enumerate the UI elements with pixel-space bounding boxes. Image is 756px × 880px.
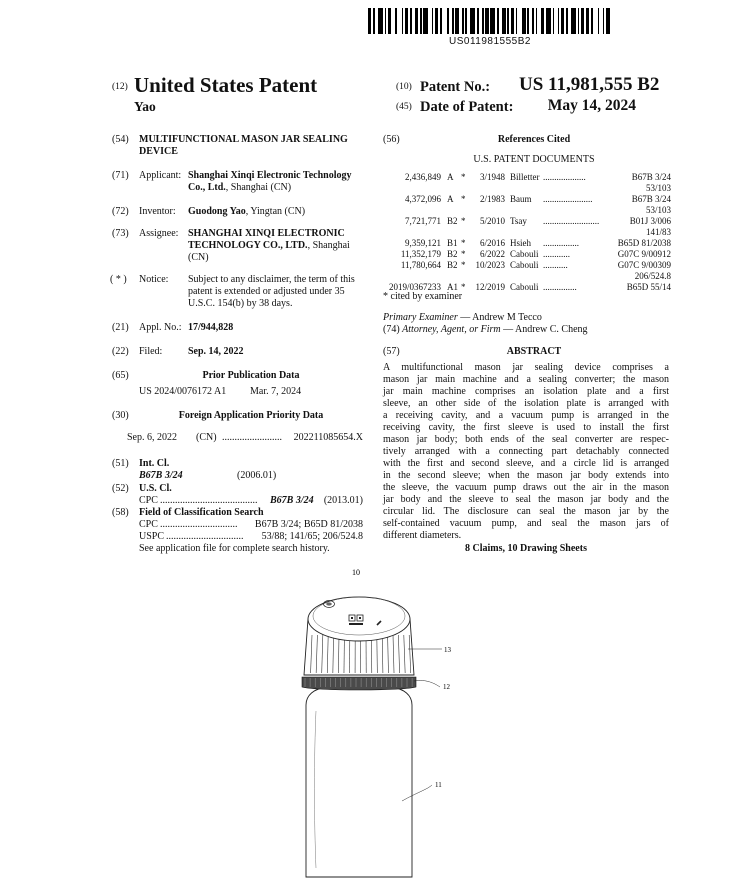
- reference-number: 2,436,849: [405, 172, 441, 182]
- notice-code: ( * ): [110, 274, 127, 285]
- us-cl-leader: .......................................: [160, 495, 258, 506]
- reference-number: 7,721,771: [405, 216, 441, 226]
- examiner-name: — Andrew M Tecco: [457, 312, 542, 323]
- reference-leader: ...................: [543, 172, 586, 182]
- inventor-name: Guodong Yao: [188, 206, 246, 217]
- representative-figure: [280, 563, 480, 878]
- code-52: (52): [112, 483, 129, 494]
- code-10: (10): [396, 82, 412, 92]
- abstract-title: ABSTRACT: [506, 346, 562, 357]
- notice-line1: Subject to any disclaimer, the term of this: [188, 274, 355, 285]
- code-72: (72): [112, 206, 129, 217]
- reference-date: 10/2023: [475, 260, 505, 270]
- reference-kind: B1: [447, 238, 458, 248]
- reference-class-continued: 141/83: [645, 227, 671, 237]
- examiner-label: Primary Examiner: [383, 312, 458, 323]
- applicant-line2: [188, 182, 291, 194]
- ref-label-11: 11: [435, 781, 442, 789]
- abstract-line: mason jar main machine and a sealing converter; the mason: [383, 374, 669, 385]
- code-30: (30): [112, 410, 129, 421]
- foreign-priority-country: (CN): [196, 432, 217, 443]
- reference-star: *: [461, 249, 466, 259]
- abstract-line: jar body and the sleeve to seal the mason jar body and the: [383, 494, 669, 505]
- leader-12: [414, 680, 440, 687]
- us-cl-class: B67B 3/24: [270, 495, 314, 506]
- barcode-gap: [610, 8, 612, 34]
- reference-class: B65D 55/14: [626, 282, 671, 292]
- reference-leader: .........................: [543, 216, 600, 226]
- applicant-name-line2: Co., Ltd.: [188, 182, 226, 193]
- code-73: (73): [112, 228, 129, 239]
- us-cl-cpc: CPC: [139, 495, 158, 506]
- inventor-surname: Yao: [134, 99, 156, 114]
- reference-leader: ...............: [543, 282, 577, 292]
- reference-number: 9,359,121: [405, 238, 441, 248]
- reference-number: 4,372,096: [405, 194, 441, 204]
- filed-label: Filed:: [139, 346, 163, 357]
- code-65: (65): [112, 370, 129, 381]
- cited-by-examiner: * cited by examiner: [383, 291, 463, 302]
- inventor-location: , Yingtan (CN): [245, 206, 306, 217]
- reference-name: Baum: [510, 194, 532, 204]
- abstract-line: A multifunctional mason jar sealing device comprises a: [383, 362, 669, 373]
- reference-number: 11,352,179: [400, 249, 441, 259]
- reference-kind: A: [447, 194, 454, 204]
- abstract-line: a receiving cavity, and a vacuum pump is arranged in the: [383, 410, 669, 421]
- field-search-uspc-value: 53/88; 141/65; 206/524.8: [261, 531, 363, 542]
- reference-number: 11,780,664: [400, 260, 441, 270]
- reference-leader: ............: [543, 249, 570, 259]
- reference-class: B01J 3/006: [629, 216, 671, 226]
- abstract-line: tively arranged with a connecting part detachably connected: [383, 446, 669, 457]
- abstract-line: jar main machine comprises an isolation plate and a first: [383, 386, 669, 397]
- applicant-name-line1: Shanghai Xinqi Electronic Technology: [188, 170, 352, 181]
- us-cl-year: (2013.01): [323, 495, 363, 506]
- abstract-line: the sleeve, the vacuum pump draws out the air in the mason: [383, 482, 669, 493]
- reference-star: *: [461, 238, 466, 248]
- code-57: (57): [383, 346, 400, 357]
- patent-number: US 11,981,555 B2: [519, 74, 660, 95]
- reference-class: G07C 9/00912: [617, 249, 671, 259]
- applicant-label: Applicant:: [139, 170, 182, 181]
- assignee-name-line2: TECHNOLOGY CO., LTD.: [188, 240, 308, 251]
- barcode: [368, 8, 612, 34]
- patent-heading: United States Patent: [134, 73, 318, 97]
- claims-sheets: 8 Claims, 10 Drawing Sheets: [465, 543, 587, 554]
- invention-title-line1: MULTIFUNCTIONAL MASON JAR SEALING: [139, 134, 348, 145]
- assignee-label: Assignee:: [139, 228, 179, 239]
- cap-button-center: [326, 602, 332, 605]
- jar-highlight: [315, 711, 317, 868]
- notice-line2: patent is extended or adjusted under 35: [188, 286, 345, 297]
- reference-number: 2019/0367233: [388, 282, 441, 292]
- reference-name: Tsay: [510, 216, 527, 226]
- abstract-line: self-contained vacuum pump, and seal the mason jars of: [383, 518, 669, 529]
- int-cl-label: Int. Cl.: [139, 458, 170, 469]
- reference-class: B65D 81/2038: [617, 238, 671, 248]
- ref-label-13: 13: [444, 646, 451, 654]
- ref-label-10: 10: [352, 568, 360, 577]
- reference-date: 12/2019: [475, 282, 505, 292]
- jar-body: [306, 687, 412, 877]
- reference-kind: B2: [447, 260, 458, 270]
- int-cl-year: (2006.01): [237, 470, 277, 481]
- reference-leader: ................: [543, 238, 579, 248]
- barcode-number: US011981555B2: [449, 36, 531, 47]
- reference-kind: B2: [447, 249, 458, 259]
- notice-line3: U.S.C. 154(b) by 38 days.: [188, 298, 293, 309]
- reference-kind: B2: [447, 216, 458, 226]
- ref-label-12: 12: [443, 683, 450, 691]
- abstract-line: mason jar body; both ends of the seal converter are respec-: [383, 434, 669, 445]
- reference-name: Cabouli: [510, 249, 539, 259]
- reference-star: *: [461, 282, 466, 292]
- us-patent-docs-title: U.S. PATENT DOCUMENTS: [473, 154, 595, 165]
- notice-label: Notice:: [139, 274, 169, 285]
- reference-date: 2/1983: [479, 194, 505, 204]
- prior-publication-title: Prior Publication Data: [202, 370, 300, 381]
- patent-no-label: Patent No.:: [420, 79, 491, 95]
- reference-star: *: [461, 260, 466, 270]
- field-search-uspc-leader: ...............................: [166, 531, 244, 542]
- assignee-location: , Shanghai: [307, 240, 350, 251]
- foreign-priority-number: 202211085654.X: [293, 432, 363, 443]
- int-cl-class: B67B 3/24: [139, 470, 183, 481]
- abstract-line: with the first and second sleeve, and a circle lid is arranged: [383, 458, 669, 469]
- code-54: (54): [112, 134, 129, 145]
- reference-name: Cabouli: [510, 260, 539, 270]
- code-56: (56): [383, 134, 400, 145]
- reference-class: G07C 9/00309: [617, 260, 671, 270]
- code-51: (51): [112, 458, 129, 469]
- reference-star: *: [461, 216, 466, 226]
- abstract-body: [383, 362, 669, 542]
- abstract-line: receiving cavity, the first sleeve is used to install the first: [383, 422, 669, 433]
- reference-kind: A: [447, 172, 454, 182]
- foreign-priority-leader: ........................: [222, 432, 282, 443]
- reference-name: Billetter: [510, 172, 540, 182]
- attorney-name: — Andrew C. Cheng: [500, 324, 588, 335]
- abstract-line: circular lid. The disclosure can seal the mason jar by the: [383, 506, 669, 517]
- foreign-priority-title: Foreign Application Priority Data: [178, 410, 324, 421]
- code-12: (12): [112, 82, 128, 92]
- foreign-priority-date: Sep. 6, 2022: [127, 432, 177, 443]
- code-58: (58): [112, 507, 129, 518]
- reference-name: Cabouli: [510, 282, 539, 292]
- prior-publication-date: Mar. 7, 2024: [250, 386, 302, 397]
- reference-class-continued: 53/103: [645, 183, 671, 193]
- appl-no: 17/944,828: [188, 322, 234, 333]
- appl-no-label: Appl. No.:: [139, 322, 182, 333]
- date-of-patent-label: Date of Patent:: [420, 99, 514, 115]
- applicant-location: , Shanghai (CN): [225, 182, 292, 193]
- attorney-label: Attorney, Agent, or Firm: [402, 324, 501, 335]
- invention-title-line2: DEVICE: [139, 146, 178, 157]
- code-22: (22): [112, 346, 129, 357]
- field-search-cpc: CPC: [139, 519, 158, 530]
- reference-date: 6/2022: [479, 249, 505, 259]
- reference-leader: ...........: [543, 260, 568, 270]
- reference-class-continued: 206/524.8: [634, 271, 671, 281]
- reference-kind: A1: [447, 282, 458, 292]
- inventor-label: Inventor:: [139, 206, 176, 217]
- references-title: References Cited: [497, 134, 571, 145]
- assignee-line2: [188, 240, 350, 252]
- sealing-ring: [302, 677, 416, 690]
- examiner-line: [383, 312, 542, 324]
- code-45: (45): [396, 102, 412, 112]
- reference-class: B67B 3/24: [631, 172, 671, 182]
- filed-date: Sep. 14, 2022: [188, 346, 244, 357]
- reference-name: Hsieh: [510, 238, 531, 248]
- field-search-cpc-value: B67B 3/24; B65D 81/2038: [254, 519, 363, 530]
- reference-date: 5/2010: [479, 216, 505, 226]
- code-71: (71): [112, 170, 129, 181]
- reference-star: *: [461, 194, 466, 204]
- field-search-label: Field of Classification Search: [139, 507, 264, 518]
- field-search-uspc: USPC: [139, 531, 165, 542]
- us-cl-label: U.S. Cl.: [139, 483, 172, 494]
- date-of-patent: May 14, 2024: [547, 97, 636, 114]
- abstract-line: different diameters.: [383, 530, 462, 541]
- field-search-cpc-leader: ...............................: [160, 519, 238, 530]
- inventor-line: [188, 206, 305, 218]
- reference-date: 3/1948: [479, 172, 505, 182]
- code-21: (21): [112, 322, 129, 333]
- reference-date: 6/2016: [479, 238, 505, 248]
- code-74: (74): [383, 324, 400, 335]
- abstract-line: in the second sleeve; when the mason jar body extends into: [383, 470, 669, 481]
- attorney-line: [383, 324, 588, 336]
- abstract-line: sleeve, an other side of the isolation plate is arranged with: [383, 398, 669, 409]
- prior-publication-number: US 2024/0076172 A1: [139, 386, 227, 397]
- reference-leader: ......................: [543, 194, 593, 204]
- reference-star: *: [461, 172, 466, 182]
- reference-class-continued: 53/103: [645, 205, 671, 215]
- assignee-name-line1: SHANGHAI XINQI ELECTRONIC: [188, 228, 345, 239]
- field-search-note: See application file for complete search history.: [139, 543, 330, 554]
- assignee-country: (CN): [188, 252, 209, 263]
- reference-class: B67B 3/24: [631, 194, 671, 204]
- leader-11: [402, 785, 432, 801]
